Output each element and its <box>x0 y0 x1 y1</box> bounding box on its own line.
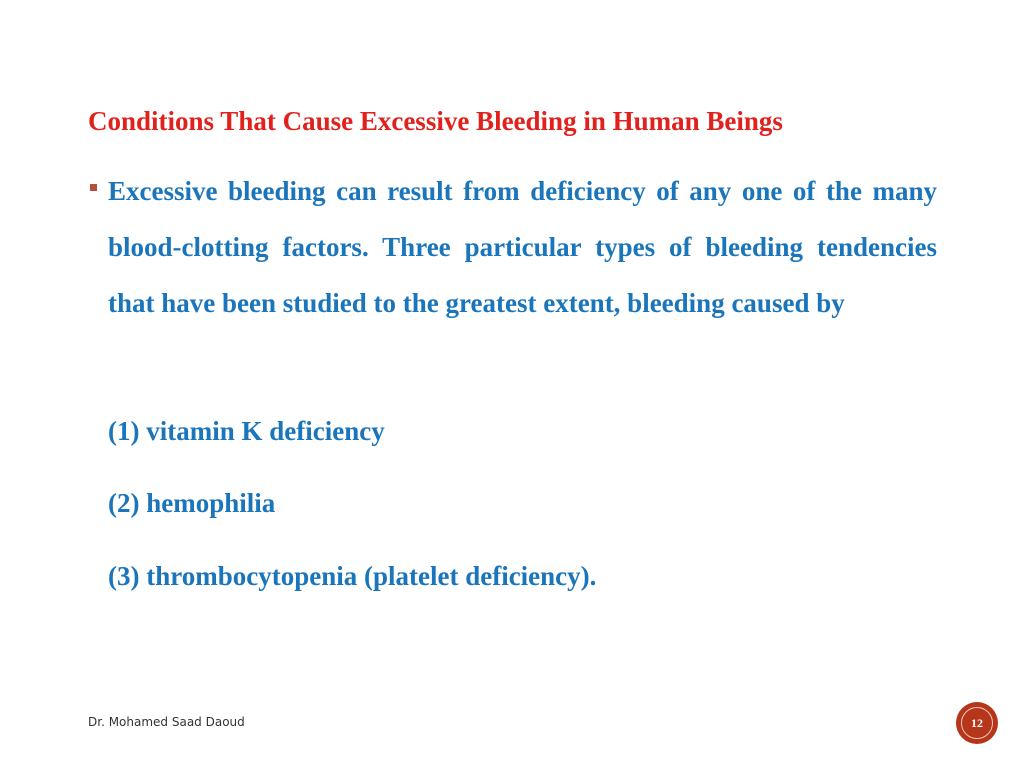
page-badge-ring <box>961 707 993 739</box>
list-item: (2) hemophilia <box>108 488 276 518</box>
footer-author: Dr. Mohamed Saad Daoud <box>88 715 245 729</box>
bullet-text: Excessive bleeding can result from deficiency of any one of the many blood-clotting factors. Three particular types of bleeding tendencies that have been studied to the greatest extent, bleeding caused by <box>108 176 937 318</box>
list-item: (1) vitamin K deficiency <box>108 416 385 446</box>
list-item: (3) thrombocytopenia (platelet deficiency). <box>108 561 597 591</box>
page-number: 12 <box>971 715 983 730</box>
square-bullet-icon <box>90 184 97 191</box>
slide-title: Conditions That Cause Excessive Bleeding in Human Beings <box>88 106 783 136</box>
page-number-badge <box>956 702 998 744</box>
